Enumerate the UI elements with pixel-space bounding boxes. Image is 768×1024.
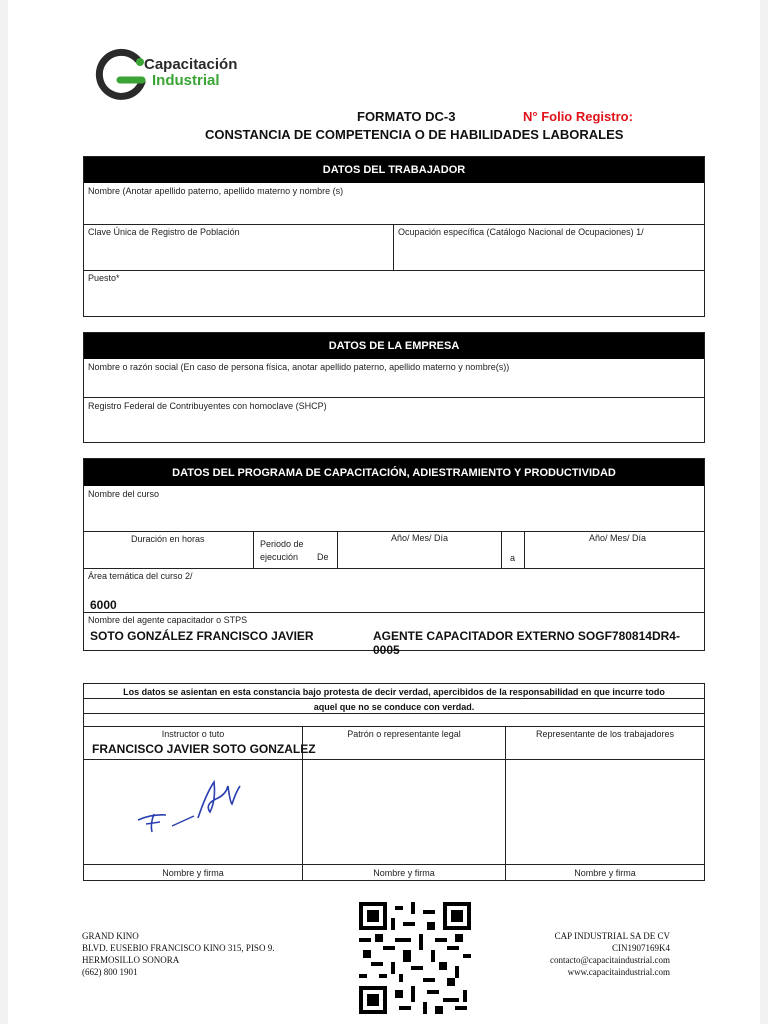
program-section-header: DATOS DEL PROGRAMA DE CAPACITACIÓN, ADIESTRAMIENTO Y PRODUCTIVIDAD <box>84 459 704 486</box>
footer-right-line-2: CIN1907169K4 <box>612 943 670 953</box>
agent-label: Nombre del agente capacitador o STPS <box>88 615 248 625</box>
area-value: 6000 <box>90 598 117 612</box>
folio-label: N° Folio Registro: <box>523 109 633 124</box>
signatures-section <box>83 683 705 881</box>
company-section-header: DATOS DE LA EMPRESA <box>84 333 704 359</box>
footer-left-line-3: HERMOSILLO SONORA <box>82 955 180 965</box>
footer-left-line-1: GRAND KINO <box>82 931 139 941</box>
document-page <box>8 0 760 1024</box>
patron-label: Patrón o representante legal <box>347 729 461 739</box>
agent-type: AGENTE CAPACITADOR EXTERNO SOGF780814DR4-0005 <box>373 629 680 657</box>
footer-right-line-3: contacto@capacitaindustrial.com <box>550 955 670 965</box>
rfc-label: Registro Federal de Contribuyentes con homoclave (SHCP) <box>88 401 327 411</box>
form-code: FORMATO DC-3 <box>357 109 456 124</box>
logo-text-line2: Industrial <box>152 72 220 89</box>
period-label-1: Periodo de <box>260 539 304 549</box>
curp-label: Clave Única de Registro de Población <box>88 227 240 237</box>
company-name-label: Nombre o razón social (En caso de persona física, anotar apellido paterno, apellido materno y nombre(s)) <box>88 362 510 372</box>
period-label-2: ejecución <box>260 552 299 562</box>
sign-label-patron: Nombre y firma <box>373 868 435 878</box>
instructor-label: Instructor o tuto <box>161 729 225 739</box>
from-label: De <box>317 552 329 562</box>
footer-right-line-1: CAP INDUSTRIAL SA DE CV <box>554 931 670 941</box>
course-name-label: Nombre del curso <box>88 489 160 499</box>
logo-text-line1: Capacitación <box>144 56 238 73</box>
worker-name-label: Nombre (Anotar apellido paterno, apellido materno y nombre (s) <box>88 186 344 196</box>
instructor-signature <box>132 774 262 834</box>
notice-line-1: Los datos se asientan en esta constancia bajo protesta de decir verdad, apercibidos de la responsabilidad en que incurre todo <box>123 687 665 697</box>
notice-line-2: aquel que no se conduce con verdad. <box>313 702 475 712</box>
footer-right-line-4: www.capacitaindustrial.com <box>567 967 670 977</box>
program-section <box>83 458 705 657</box>
position-label: Puesto* <box>88 273 120 283</box>
footer-left-line-2: BLVD. EUSEBIO FRANCISCO KINO 315, PISO 9. <box>82 943 275 953</box>
workers-rep-label: Representante de los trabajadores <box>535 729 675 739</box>
area-label: Área temática del curso 2/ <box>88 571 193 581</box>
sign-label-instructor: Nombre y firma <box>162 868 224 878</box>
footer-company <box>550 930 670 978</box>
footer-address <box>82 930 274 978</box>
occupation-label: Ocupación específica (Catálogo Nacional de Ocupaciones) 1/ <box>398 227 644 237</box>
hours-label: Duración en horas <box>131 534 205 544</box>
start-date-label: Año/ Mes/ Día <box>391 533 449 543</box>
footer-left-line-4: (662) 800 1901 <box>82 967 138 977</box>
worker-section <box>83 156 705 317</box>
instructor-name: FRANCISCO JAVIER SOTO GONZALEZ <box>92 742 316 756</box>
end-date-label: Año/ Mes/ Día <box>589 533 647 543</box>
to-label: a <box>510 553 516 563</box>
company-logo <box>94 48 274 104</box>
company-section <box>83 332 705 443</box>
sign-label-rep: Nombre y firma <box>574 868 636 878</box>
qr-code <box>359 902 471 1014</box>
worker-section-header: DATOS DEL TRABAJADOR <box>84 157 704 183</box>
form-subtitle: CONSTANCIA DE COMPETENCIA O DE HABILIDADES LABORALES <box>205 127 624 142</box>
agent-name: SOTO GONZÁLEZ FRANCISCO JAVIER <box>90 629 314 643</box>
